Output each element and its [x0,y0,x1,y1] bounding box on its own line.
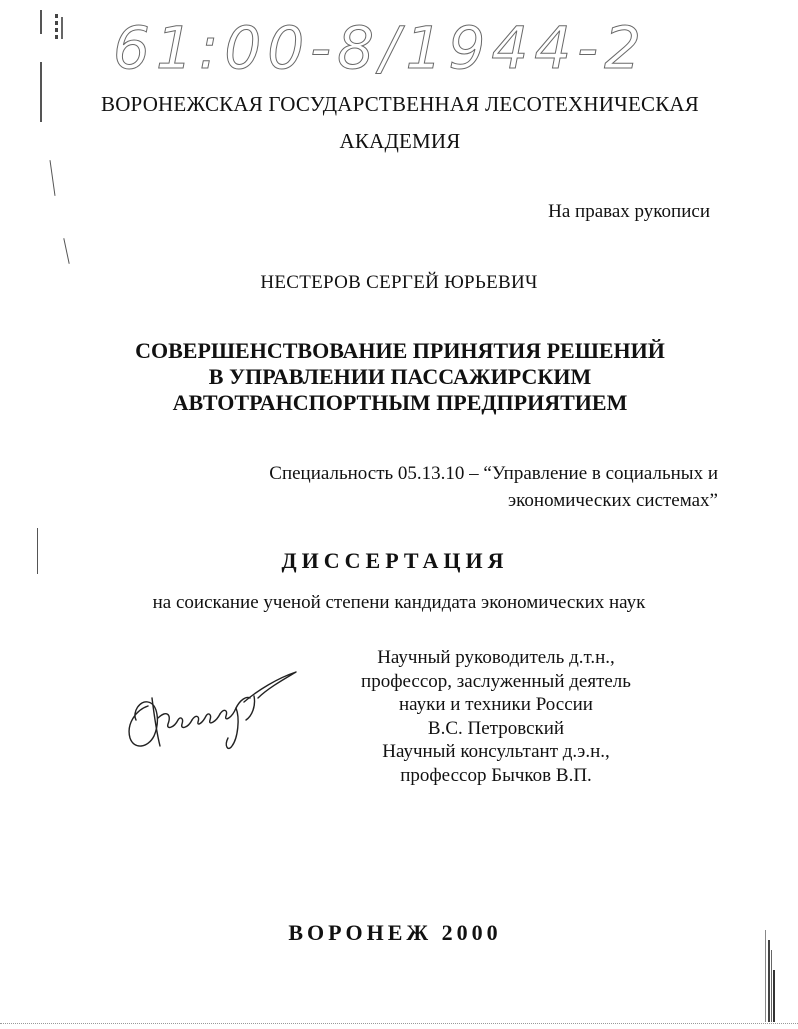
institution-line-2: АКАДЕМИЯ [339,129,461,153]
institution-line-1: ВОРОНЕЖСКАЯ ГОСУДАРСТВЕННАЯ ЛЕСОТЕХНИЧЕСКАЯ [100,92,699,116]
document-type: ДИССЕРТАЦИЯ [281,548,509,573]
supervisors-block [326,646,666,787]
supervisor-line-3: науки и техники России [399,694,593,715]
rights-note: На правах рукописи [548,201,710,222]
title-line-2: В УПРАВЛЕНИИ ПАССАЖИРСКИМ [208,364,592,389]
dissertation-title [60,338,740,416]
scan-margin-line [49,160,55,196]
title-line-1: СОВЕРШЕНСТВОВАНИЕ ПРИНЯТИЯ РЕШЕНИЙ [135,338,665,363]
specialty-line-2: экономических системах” [508,490,718,511]
scan-margin-line [40,62,42,122]
city-year: ВОРОНЕЖ 2000 [288,920,502,945]
supervisor-line-4: В.С. Петровский [427,717,565,739]
degree-statement: на соискание ученой степени кандидата экономических наук [152,592,646,613]
author-name: НЕСТЕРОВ СЕРГЕЙ ЮРЬЕВИЧ [260,272,538,293]
title-line-3: АВТОТРАНСПОРТНЫМ ПРЕДПРИЯТИЕМ [172,390,628,415]
supervisor-line-5: Научный консультант д.э.н., [382,741,610,762]
specialty [158,460,718,514]
edge-scan-artifact-icon [763,930,777,1022]
supervisor-line-2: профессор, заслуженный деятель [361,670,631,692]
signature-icon [118,658,303,763]
institution-name [80,86,720,160]
scan-margin-line [40,10,42,34]
supervisor-line-1: Научный руководитель д.т.н., [377,647,615,668]
scan-margin-line [63,238,69,264]
specialty-line-1: Специальность 05.13.10 – “Управление в социальных и [269,463,718,484]
bottom-scan-line [0,1023,798,1025]
handwritten-archive-code: 61:00-8/1944-2 [113,14,647,82]
stamp-mark-icon [52,12,72,46]
supervisor-line-6: профессор Бычков В.П. [400,764,592,786]
